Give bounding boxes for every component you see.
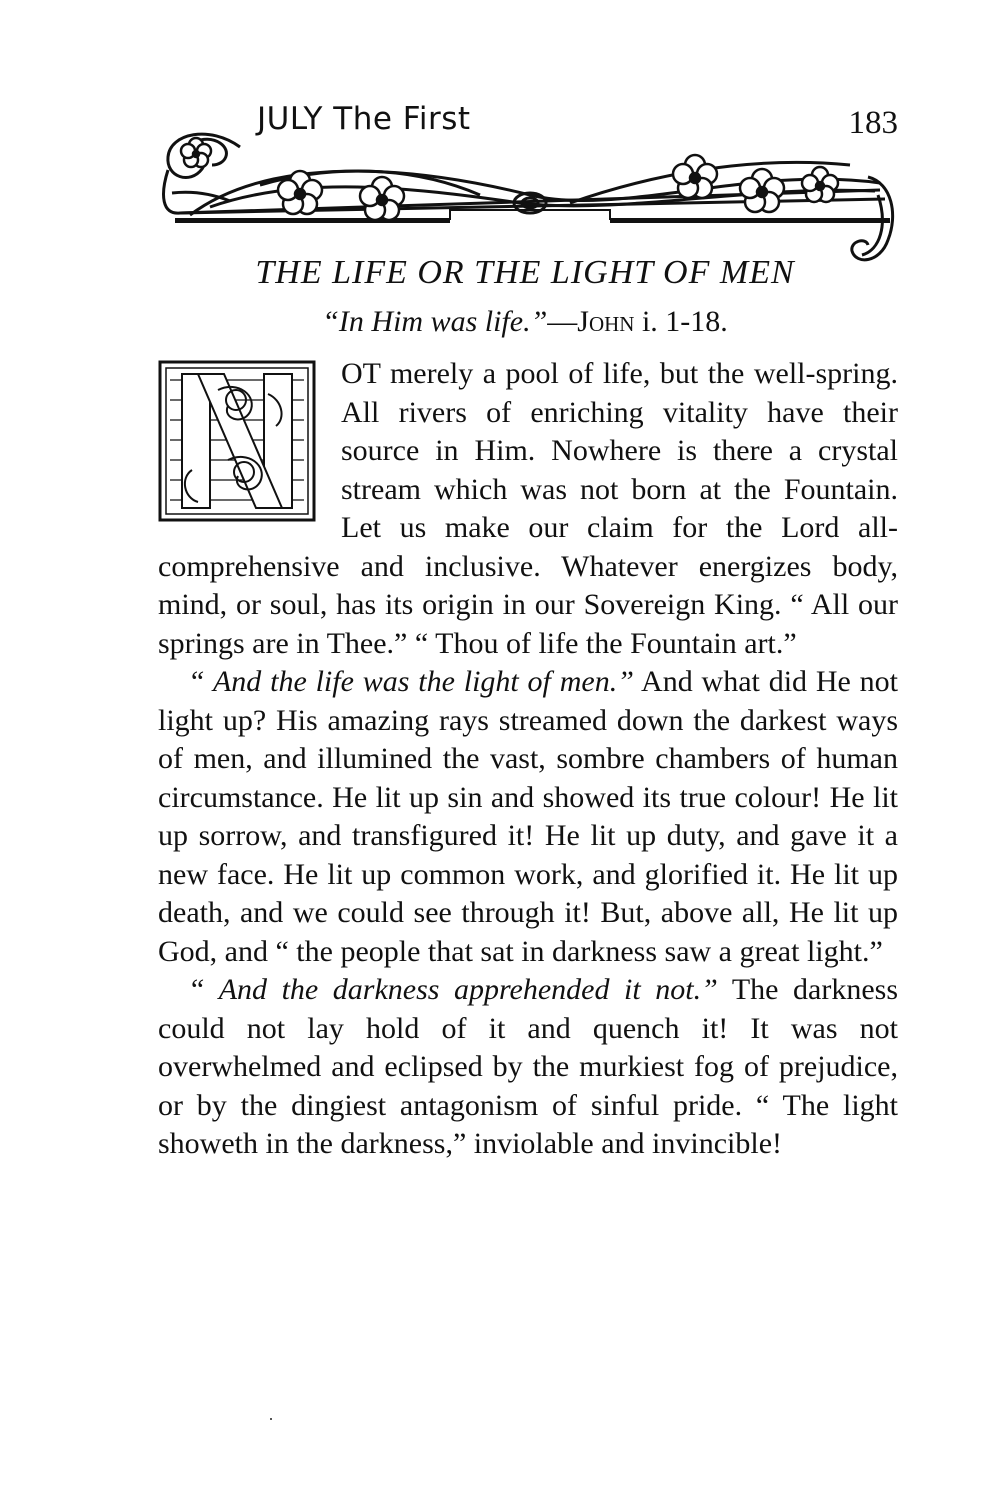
- epigraph-quote: “In Him was life.”: [322, 305, 548, 338]
- page-header: [150, 95, 910, 280]
- epigraph: [150, 305, 900, 339]
- paragraph-1-text: OT merely a pool of life, but the well-spring. All rivers of enriching vitality have their source in Him. Nowhere is there a crystal stream which was not born at the Fountain. Let us make our claim for the Lord all-comprehensive and inclusive. Whatever energizes body, mind, or soul, has its origin in our Sovereign King. “ All our springs are in Thee.” “ Thou of life the Fountain art.”: [158, 357, 898, 660]
- print-speck: [270, 1418, 272, 1420]
- paragraph-2-text: And what did He not light up? His amazing rays streamed down the darkest ways of men, and illumined the vast, sombre chambers of human circumstance. He lit up sin and showed its true colour! He lit up sorrow, and transfigured it! He lit up duty, and gave it a new face. He lit up common work, and glorified it. He lit up death, and we could see through it! But, above all, He lit up God, and “ the people that sat in darkness saw a great light.”: [158, 665, 898, 968]
- paragraph-3-text: The darkness could not lay hold of it and quench it! It was not overwhelmed and eclipsed by the murkiest fog of prejudice, or by the dingiest antagonism of sinful pride. “ The light showeth in the darkness,” inviolable and invincible!: [158, 973, 898, 1160]
- running-month: JULY: [257, 101, 323, 137]
- epigraph-reference-book: John: [577, 305, 635, 338]
- paragraph-3-quote: “ And the darkness apprehended it not.”: [188, 973, 718, 1006]
- page-number: 183: [848, 105, 898, 141]
- paragraph-2: [158, 663, 898, 971]
- paragraph-2-quote: “ And the life was the light of men.”: [188, 665, 634, 698]
- running-title: [257, 101, 471, 137]
- reading-title: THE LIFE OR THE LIGHT OF MEN: [255, 254, 795, 291]
- paragraph-1: [158, 355, 898, 663]
- paragraph-3: [158, 971, 898, 1164]
- dropcap-space: [158, 355, 341, 547]
- epigraph-dash: —: [547, 305, 578, 338]
- body-text: [158, 355, 898, 1164]
- running-day: The First: [333, 101, 471, 137]
- epigraph-reference-verse: i. 1-18.: [634, 305, 728, 338]
